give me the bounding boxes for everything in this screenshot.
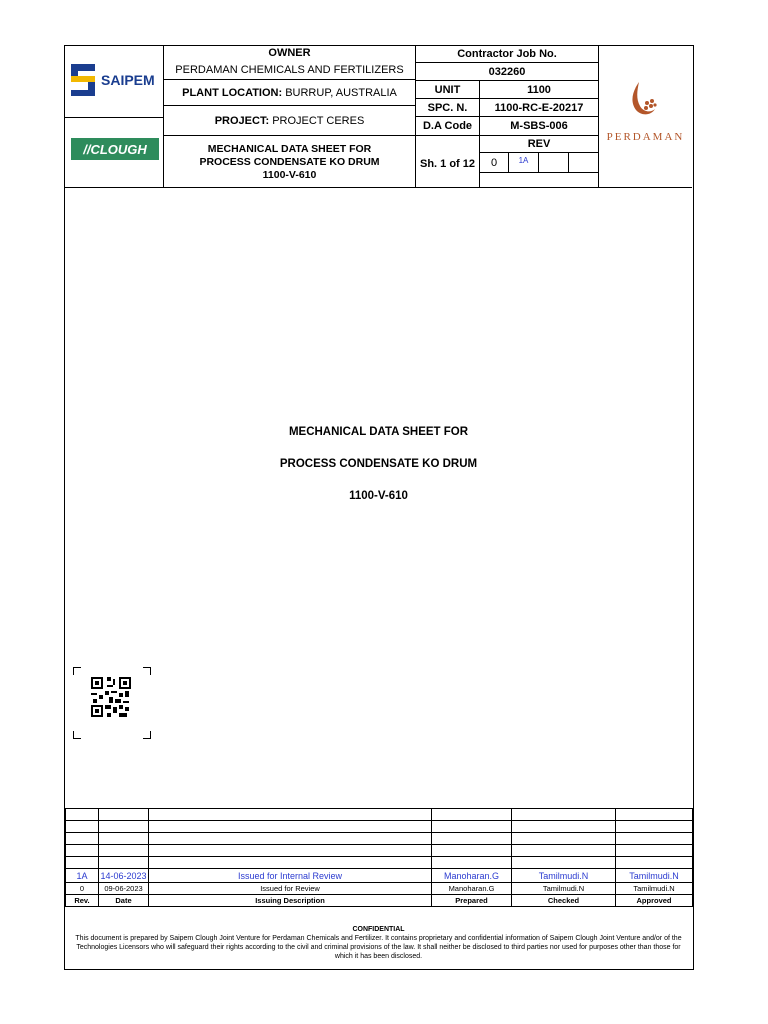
saipem-logo — [65, 46, 164, 118]
plant-location — [164, 80, 416, 106]
header-description: Issuing Description — [149, 895, 432, 907]
rev-value: 0 — [66, 883, 99, 895]
header-approved: Approved — [616, 895, 693, 907]
owner-name: PERDAMAN CHEMICALS AND FERTILIZERS — [164, 60, 416, 80]
project-value: PROJECT CERES — [272, 114, 365, 127]
owner-label: OWNER — [164, 46, 416, 60]
spc-value: 1100-RC-E-20217 — [480, 99, 599, 117]
confidential-notice — [65, 925, 692, 961]
rev-label: REV — [480, 136, 599, 153]
checked-value: Tamilmudi.N — [512, 869, 616, 883]
table-row-empty — [66, 833, 693, 845]
sheet-label: Sh. 1 of 12 — [416, 153, 480, 188]
rev-cell-2 — [539, 153, 569, 173]
perdaman-logo-text: PERDAMAN — [606, 131, 685, 143]
rev-value: 1A — [66, 869, 99, 883]
doc-title-line2: PROCESS CONDENSATE KO DRUM — [199, 155, 380, 168]
plant-location-value: BURRUP, AUSTRALIA — [285, 86, 397, 99]
project-row — [164, 106, 416, 136]
revision-row-0 — [66, 883, 693, 895]
table-row-empty — [66, 809, 693, 821]
unit-label: UNIT — [416, 81, 480, 99]
clough-logo — [65, 118, 164, 188]
rev-cell-1a: 1A — [509, 153, 539, 173]
rev-cell-3 — [569, 153, 599, 173]
header-prepared: Prepared — [432, 895, 512, 907]
rev-cell-0: 0 — [480, 153, 509, 173]
main-title-block — [65, 426, 692, 522]
header-date: Date — [99, 895, 149, 907]
checked-value: Tamilmudi.N — [512, 883, 616, 895]
table-row-empty — [66, 857, 693, 869]
confidential-title: CONFIDENTIAL — [352, 926, 405, 933]
plant-location-label: PLANT LOCATION: — [182, 86, 283, 99]
revision-row-1a — [66, 869, 693, 883]
description-value: Issued for Internal Review — [149, 869, 432, 883]
table-row-empty — [66, 821, 693, 833]
perdaman-flame-icon — [599, 46, 692, 126]
contractor-job-value: 032260 — [416, 63, 599, 81]
qr-code-icon — [91, 677, 131, 717]
qr-code-frame — [73, 667, 151, 739]
data-sheet — [64, 45, 694, 970]
spc-label: SPC. N. — [416, 99, 480, 117]
unit-value: 1100 — [480, 81, 599, 99]
rev-blank-row — [480, 173, 599, 188]
prepared-value: Manoharan.G — [432, 869, 512, 883]
da-code-label: D.A Code — [416, 117, 480, 136]
approved-value: Tamilmudi.N — [616, 869, 693, 883]
date-value: 14-06-2023 — [100, 870, 147, 881]
date-value: 09-06-2023 — [99, 883, 149, 895]
contractor-job-label: Contractor Job No. — [416, 46, 599, 63]
document-title — [164, 136, 416, 188]
approved-value: Tamilmudi.N — [616, 883, 693, 895]
revision-header-row — [66, 895, 693, 907]
da-code-value: M-SBS-006 — [480, 117, 599, 136]
perdaman-logo — [599, 46, 692, 188]
confidential-text: This document is prepared by Saipem Clough Joint Venture for Perdaman Chemicals and Fertilizer. It contains proprietary and confidential information of Saipem Clough Joint Venture and/or of the Technologies Licensors who will safeguard their rights according to the civil and criminal provisions of the law. It shall neither be disclosed to third parties nor used for purposes other than those for which it has been disclosed. — [75, 935, 682, 960]
title-header — [65, 46, 692, 188]
sheet-label-spacer — [416, 136, 480, 153]
header-checked: Checked — [512, 895, 616, 907]
saipem-logo-text: SAIPEM — [101, 72, 155, 88]
main-title-line3: 1100-V-610 — [349, 490, 408, 502]
main-title-line1: MECHANICAL DATA SHEET FOR — [288, 426, 469, 438]
project-label: PROJECT: — [214, 114, 270, 127]
clough-logo-text: //CLOUGH — [83, 141, 147, 157]
prepared-value: Manoharan.G — [432, 883, 512, 895]
main-title-line2: PROCESS CONDENSATE KO DRUM — [279, 458, 478, 470]
header-rev: Rev. — [66, 895, 99, 907]
description-value: Issued for Review — [149, 883, 432, 895]
revision-table — [65, 808, 693, 907]
doc-title-line1: MECHANICAL DATA SHEET FOR — [207, 142, 372, 155]
table-row-empty — [66, 845, 693, 857]
doc-title-line3: 1100-V-610 — [262, 168, 317, 181]
